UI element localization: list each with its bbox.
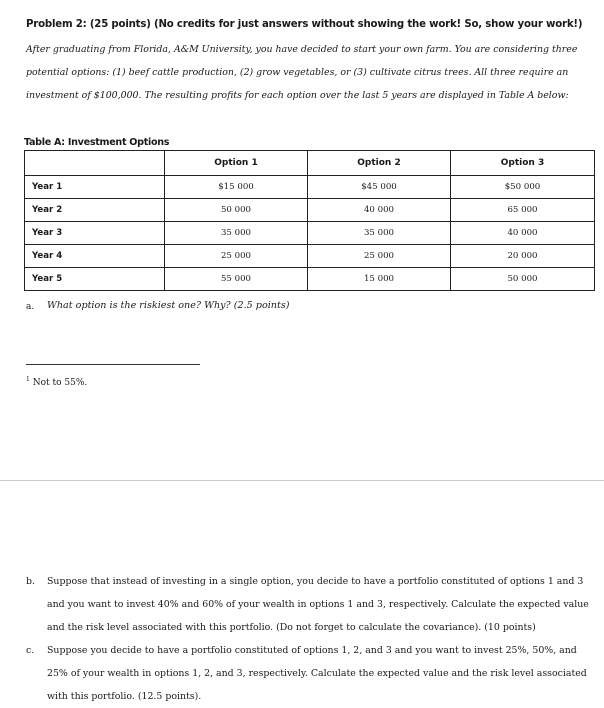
table-row xyxy=(25,245,595,268)
page-divider xyxy=(0,480,604,481)
value-cell: 20 000 xyxy=(451,245,595,268)
table-header-row xyxy=(25,151,595,176)
value-cell: $50 000 xyxy=(451,176,595,199)
question-c-text: Suppose you decide to have a portfolio constituted of options 1, 2, and 3 and you want to invest 25%, 50%, and 25% of your wealth in options 1, 2, and 3, respectively. Calculate the expected value and the risk level associated with this portfolio. (12.5 points). xyxy=(47,645,587,702)
header-option-1: Option 1 xyxy=(165,151,308,176)
year-cell: Year 2 xyxy=(25,199,165,222)
footnote xyxy=(26,376,87,388)
header-option-3: Option 3 xyxy=(451,151,595,176)
table-row xyxy=(25,222,595,245)
value-cell: 25 000 xyxy=(308,245,451,268)
table-row xyxy=(25,176,595,199)
question-c-marker: c. xyxy=(26,645,35,656)
problem-intro: After graduating from Florida, A&M University, you have decided to start your own farm. You are considering three potential options: (1) beef cattle production, (2) grow vegetables, or (3) cultivate citrus trees. All three require an investment of $100,000. The resulting profits for each option over the last 5 years are displayed in Table A below: xyxy=(26,44,578,101)
value-cell: 35 000 xyxy=(308,222,451,245)
question-a-marker: a. xyxy=(26,302,35,312)
value-cell: 65 000 xyxy=(451,199,595,222)
footnote-text: Not to 55%. xyxy=(32,378,88,388)
header-cell-empty xyxy=(25,151,165,176)
question-b-text: Suppose that instead of investing in a single option, you decide to have a portfolio constituted of options 1 and 3 and you want to invest 40% and 60% of your wealth in options 1 and 3, respectively. Calculate the expected value and the risk level associated with this portfolio. (Do not forget to calculate the covariance). (10 points) xyxy=(47,576,589,633)
value-cell: 50 000 xyxy=(451,268,595,291)
year-cell: Year 1 xyxy=(25,176,165,199)
table-title: Table A: Investment Options xyxy=(24,137,170,148)
problem-title: Problem 2: (25 points) (No credits for just answers without showing the work! So, show your work!) xyxy=(26,19,583,30)
year-cell: Year 5 xyxy=(25,268,165,291)
table-row xyxy=(25,199,595,222)
value-cell: 25 000 xyxy=(165,245,308,268)
value-cell: $45 000 xyxy=(308,176,451,199)
value-cell: 50 000 xyxy=(165,199,308,222)
year-cell: Year 3 xyxy=(25,222,165,245)
question-b xyxy=(26,570,596,639)
footnote-mark: 1 xyxy=(26,376,30,383)
investment-table xyxy=(24,150,595,291)
question-a-text: What option is the riskiest one? Why? (2.5 points) xyxy=(47,300,290,311)
value-cell: 35 000 xyxy=(165,222,308,245)
header-option-2: Option 2 xyxy=(308,151,451,176)
value-cell: 40 000 xyxy=(308,199,451,222)
year-cell: Year 4 xyxy=(25,245,165,268)
value-cell: 55 000 xyxy=(165,268,308,291)
value-cell: 15 000 xyxy=(308,268,451,291)
value-cell: 40 000 xyxy=(451,222,595,245)
table-row xyxy=(25,268,595,291)
question-b-marker: b. xyxy=(26,576,35,587)
footnote-rule xyxy=(26,364,200,365)
value-cell: $15 000 xyxy=(165,176,308,199)
question-c xyxy=(26,639,596,708)
